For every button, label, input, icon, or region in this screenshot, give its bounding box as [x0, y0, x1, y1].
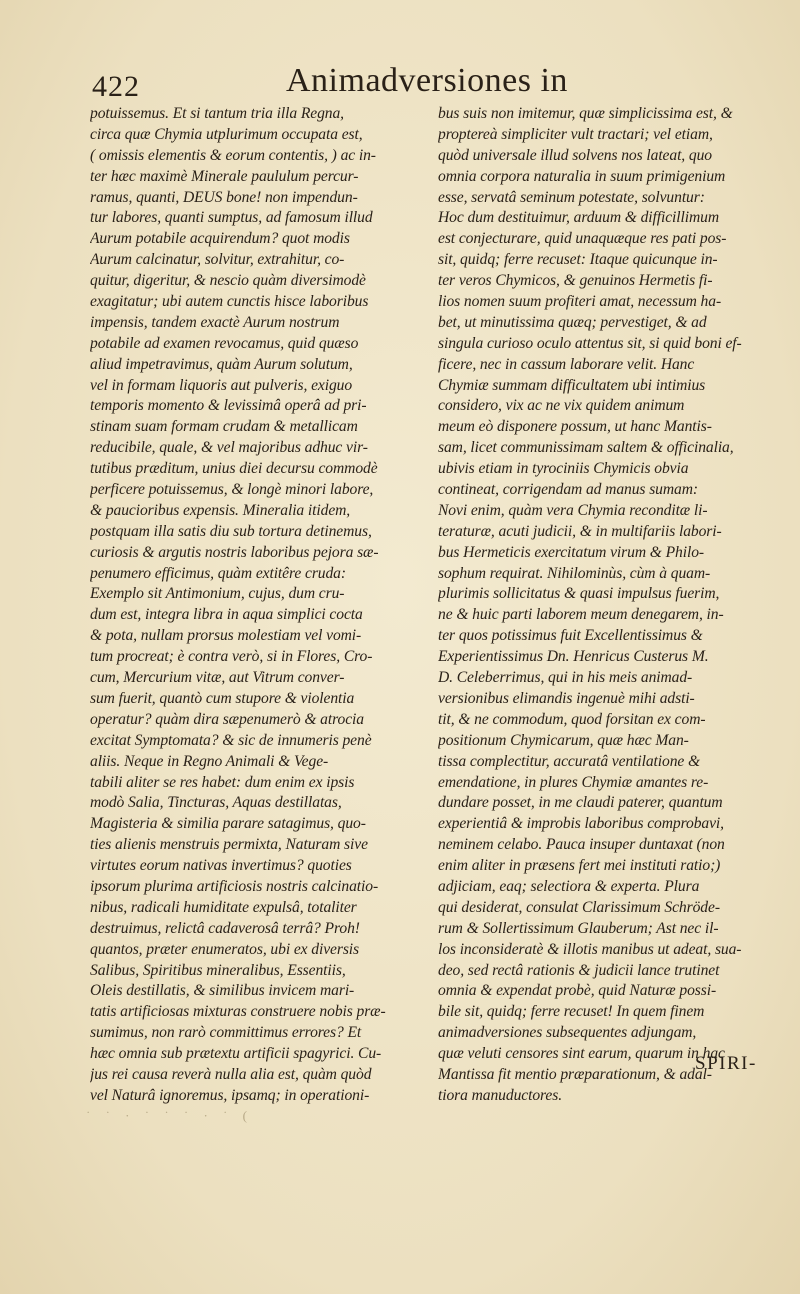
text-line: Mantissa fit mentio præparationum, & adal- [438, 1065, 712, 1083]
text-line: tum procreat; è contra verò, si in Flores, Cro- [90, 648, 373, 666]
text-line: tatis artificiosas mixturas construere nobis præ- [90, 1003, 386, 1021]
text-line: sam, licet communissimam saltem & officinalia, [438, 439, 734, 457]
text-line: dundare posset, in me claudi paterer, quantum [438, 794, 723, 812]
text-line: cum, Mercurium vitæ, aut Vitrum conver- [90, 669, 345, 687]
text-line: aliud impetravimus, quàm Aurum solutum, [90, 355, 353, 373]
text-line: experientiâ & improbis laboribus comprobavi, [438, 815, 724, 833]
text-line: quòd universale illud solvens nos lateat, quo [438, 146, 712, 164]
catchword: SPIRI- [695, 1053, 757, 1074]
text-line: Exemplo sit Antimonium, cujus, dum cru- [90, 585, 345, 603]
text-line: bile sit, quidq; ferre recuset! In quem finem [438, 1003, 705, 1021]
text-line: stinam suam formam crudam & metallicam [90, 418, 358, 436]
text-line: bus suis non imitemur, quæ simplicissima est, & [438, 105, 733, 122]
text-line: Hoc dum destituimur, arduum & difficillimum [438, 209, 720, 227]
text-line: contineat, corrigendam ad manus sumam: [438, 481, 698, 499]
text-line: enim aliter in præsens fert mei instituti ratio;) [438, 857, 721, 875]
text-line: Salibus, Spiritibus mineralibus, Essentiis, [90, 961, 346, 979]
text-line: potabile ad examen revocamus, quid quæso [90, 334, 359, 352]
text-line: singula curioso oculo attentus sit, si quid boni ef- [438, 334, 742, 352]
text-line: curiosis & argutis nostris laboribus pejora sæ- [90, 543, 379, 561]
text-line: sit, quidq; ferre recuset: Itaque quicunque in- [438, 251, 718, 269]
text-line: adjiciam, eaq; selectiora & experta. Plura [438, 877, 700, 895]
text-line: vel Naturâ ignoremus, ipsamq; in operationi- [90, 1086, 370, 1104]
text-line: quitur, digeritur, & nescio quàm diversimodè [90, 272, 366, 290]
text-line: & paucioribus expensis. Mineralia itidem, [90, 501, 351, 519]
text-line: ne & huic parti laborem meum denegarem, in- [438, 606, 724, 624]
text-line: plurimis sollicitatus & quasi impulsus fuerim, [438, 585, 720, 603]
bleed-through-marks: ˙ ˙ · ˙ ˙ ˙ · ˙ ( [86, 1108, 253, 1123]
text-line: exagitatur; ubi autem cunctis hisce laboribus [90, 293, 369, 311]
text-line: reducibile, quale, & vel majoribus adhuc vir- [90, 439, 368, 457]
text-line: temporis momento & levissimâ operâ ad pri- [90, 397, 367, 415]
text-line: & pota, nullam prorsus molestiam vel vomi- [90, 627, 362, 645]
text-line: ter veros Chymicos, & genuinos Hermetis fi- [438, 272, 713, 290]
text-line: quæ veluti censores sint earum, quarum in hac [438, 1045, 725, 1063]
text-line: tabili aliter se res habet: dum enim ex ipsis [90, 773, 355, 791]
right-column [438, 104, 770, 1107]
text-line: versionibus elimandis ingenuè mihi adsti- [438, 689, 695, 707]
text-line: Magisteria & similia parare satagimus, quo- [90, 815, 366, 833]
text-line: lios nomen suum profiteri amat, necessum ha- [438, 293, 722, 311]
text-columns [86, 104, 772, 1104]
text-line: nibus, radicali humiditate expulsâ, totaliter [90, 898, 357, 916]
text-line: animadversiones subsequentes adjungam, [438, 1024, 697, 1042]
text-line: esse, servatâ seminum potestate, solvuntur: [438, 188, 705, 206]
text-line: sum fuerit, quantò cum stupore & violentia [90, 689, 355, 707]
text-line: proptereà simpliciter vult tractari; vel etiam, [438, 125, 713, 143]
text-line: operatur? quàm dira sæpenumerò & atrocia [90, 710, 364, 728]
text-line: Aurum calcinatur, solvitur, extrahitur, co- [90, 251, 345, 269]
text-line: postquam illa satis diu sub tortura detinemus, [90, 522, 372, 540]
text-line: bus Hermeticis exercitatum virum & Philo- [438, 543, 704, 561]
text-line: virtutes eorum nativas invertimus? quoties [90, 857, 352, 875]
text-line: rum & Sollertissimum Glauberum; Ast nec il- [438, 919, 719, 937]
text-line: excitat Symptomata? & sic de innumeris penè [90, 731, 372, 749]
text-line: penumero efficimus, quàm extitêre cruda: [90, 564, 346, 582]
text-line: tiora manuductores. [438, 1086, 562, 1104]
text-line: tissa complectitur, accuratâ ventilatione & [438, 752, 701, 770]
text-line: hæc omnia sub prætextu artificii spagyrici. Cu- [90, 1045, 382, 1063]
text-line: aliis. Neque in Regno Animali & Vege- [90, 752, 329, 770]
text-line: Experientissimus Dn. Henricus Custerus M. [438, 648, 709, 666]
text-line: teraturæ, acuti judicii, & in multifariis labori- [438, 522, 722, 540]
text-line: ( omissis elementis & eorum contentis, ) ac in- [90, 146, 376, 164]
text-line: jus rei causa reverà nulla alia est, quàm quòd [90, 1065, 372, 1083]
text-line: sophum requirat. Nihilominùs, cùm à quam- [438, 564, 711, 582]
text-line: vel in formam liquoris aut pulveris, exiguo [90, 376, 353, 394]
text-line: los inconsideratè & illotis manibus ut adeat, sua- [438, 940, 742, 958]
left-column [90, 104, 422, 1107]
text-line: quantos, præter enumeratos, ubi ex diversis [90, 940, 360, 958]
text-line: ficere, nec in cassum laborare velit. Hanc [438, 355, 695, 373]
text-line: modò Salia, Tincturas, Aquas destillatas, [90, 794, 342, 812]
text-line: potuissemus. Et si tantum tria illa Regna, [90, 105, 344, 122]
text-line: ramus, quanti, DEUS bone! non impendun- [90, 188, 358, 206]
text-line: neminem celabo. Pauca insuper duntaxat (non [438, 836, 725, 854]
text-line: Aurum potabile acquirendum? quot modis [90, 230, 350, 248]
text-line: omnia & expendat probè, quid Naturæ possi- [438, 982, 717, 1000]
text-line: sumimus, non rarò committimus errores? Et [90, 1024, 362, 1042]
text-line: perficere potuissemus, & longè minori labore, [90, 481, 374, 499]
text-line: est conjecturare, quid unaquæque res pati pos- [438, 230, 727, 248]
text-line: emendatione, in plures Chymiæ amantes re- [438, 773, 709, 791]
text-line: considero, vix ac ne vix quidem animum [438, 397, 685, 415]
text-line: circa quæ Chymia utplurimum occupata est, [90, 125, 363, 143]
text-line: Chymiæ summam difficultatem ubi intimius [438, 376, 706, 394]
text-line: Novi enim, quàm vera Chymia reconditæ li- [438, 501, 708, 519]
text-line: Oleis destillatis, & similibus invicem mari- [90, 982, 355, 1000]
text-line: destruimus, relictâ cadaverosâ terrâ? Proh! [90, 919, 360, 937]
text-line: deo, sed rectâ rationis & judicii lance trutinet [438, 961, 720, 979]
text-line: impensis, tandem exactè Aurum nostrum [90, 313, 340, 331]
text-line: dum est, integra libra in aqua simplici cocta [90, 606, 363, 624]
text-line: ties alienis menstruis permixta, Naturam sive [90, 836, 368, 854]
text-line: D. Celeberrimus, qui in his meis animad- [438, 669, 693, 687]
text-line: qui desiderat, consulat Clarissimum Schröde- [438, 898, 720, 916]
text-line: positionum Chymicarum, quæ hæc Man- [438, 731, 689, 749]
text-line: ter quos potissimus fuit Excellentissimus & [438, 627, 703, 645]
text-line: omnia corpora naturalia in suum primigenium [438, 167, 726, 185]
text-line: bet, ut minutissima quæq; pervestiget, & ad [438, 313, 707, 331]
text-line: meum eò disponere possum, ut hanc Mantis- [438, 418, 712, 436]
text-line: ter hæc maximè Minerale paululum percur- [90, 167, 359, 185]
text-line: ipsorum plurima artificiosis nostris calcinatio- [90, 877, 379, 895]
running-head: Animadversiones in [286, 62, 568, 99]
page-header [86, 58, 746, 102]
text-line: tutibus præditum, unius diei decursu commodè [90, 460, 378, 478]
text-line: tur labores, quanti sumptus, ad famosum illud [90, 209, 373, 227]
text-line: tit, & ne commodum, quod forsitan ex com- [438, 710, 706, 728]
page-number: 422 [92, 70, 140, 103]
text-line: ubivis etiam in tyrociniis Chymicis obvia [438, 460, 689, 478]
